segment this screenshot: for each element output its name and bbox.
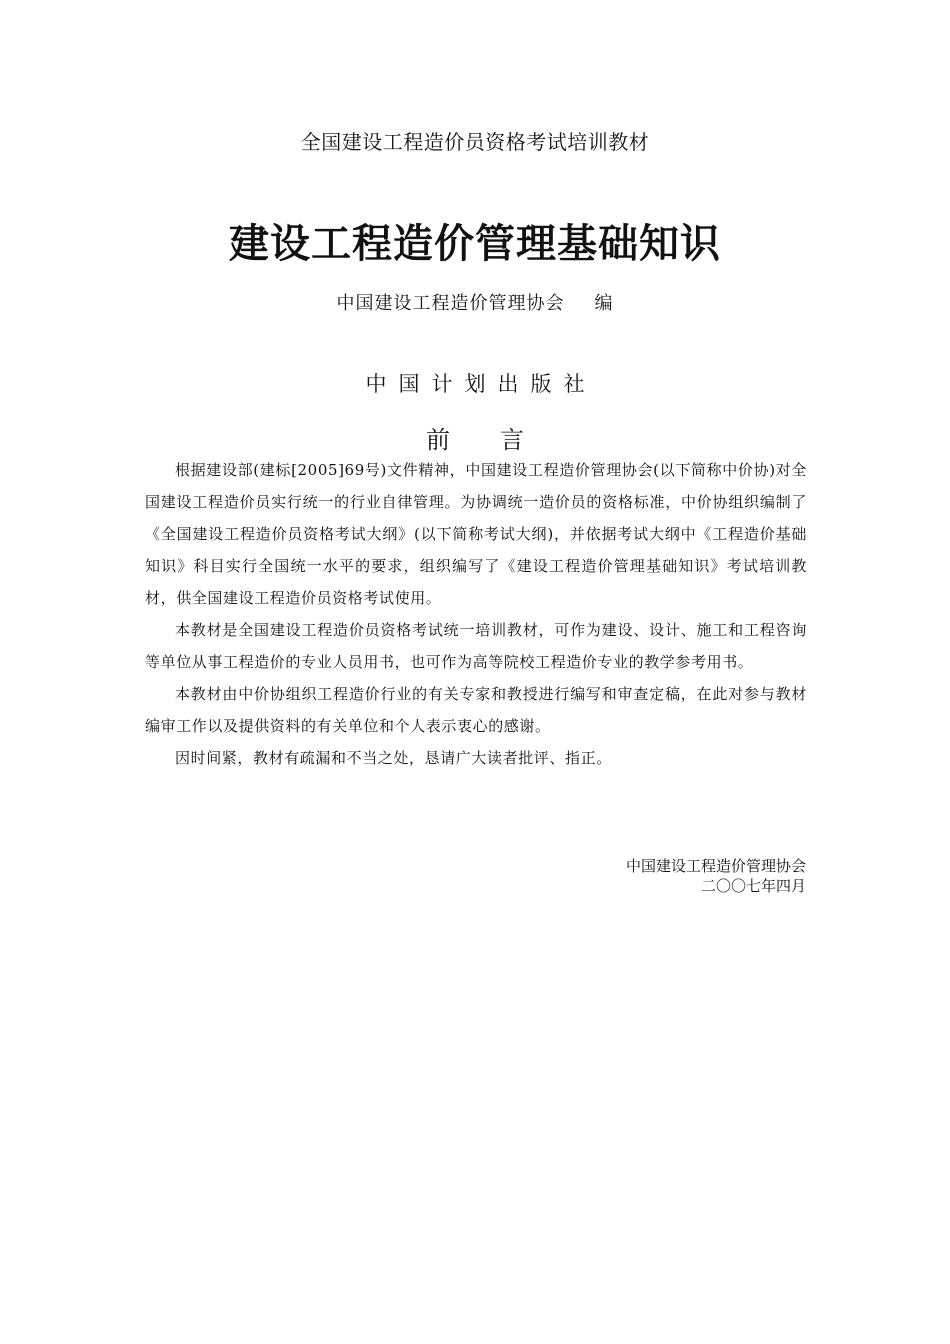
signature-organization: 中国建设工程造价管理协会 <box>625 857 806 875</box>
editor-organization: 中国建设工程造价管理协会 <box>336 293 565 314</box>
preface-body <box>145 454 807 774</box>
series-title: 全国建设工程造价员资格考试培训教材 <box>300 130 650 154</box>
preface-paragraph: 因时间紧，教材有疏漏和不当之处，恳请广大读者批评、指正。 <box>175 749 612 767</box>
editor-line <box>0 289 950 315</box>
preface-paragraph: 本教材是全国建设工程造价员资格考试统一培训教材，可作为建设、设计、施工和工程咨询等单位从事工程造价的专业人员用书，也可作为高等院校工程造价专业的教学参考用书。 <box>145 621 807 671</box>
editor-role: 编 <box>594 293 614 314</box>
preface-title: 前言 <box>426 426 574 454</box>
signature-block <box>626 856 806 896</box>
publisher-name: 中国计划出版社 <box>365 372 597 396</box>
preface-paragraph: 本教材由中价协组织工程造价行业的有关专家和教授进行编写和审查定稿，在此对参与教材编审工作以及提供资料的有关单位和个人表示衷心的感谢。 <box>145 685 807 735</box>
preface-paragraph: 根据建设部(建标[2005]69号)文件精神，中国建设工程造价管理协会(以下简称中价协)对全国建设工程造价员实行统一的行业自律管理。为协调统一造价员的资格标准，中价协组织编制了《全国建设工程造价员资格考试大纲》(以下简称考试大纲)，并依据考试大纲中《工程造价基础知识》科目实行全国统一水平的要求，组织编写了《建设工程造价管理基础知识》考试培训教材，供全国建设工程造价员资格考试使用。 <box>145 461 807 607</box>
book-title: 建设工程造价管理基础知识 <box>229 221 721 267</box>
signature-date: 二〇〇七年四月 <box>700 877 806 895</box>
